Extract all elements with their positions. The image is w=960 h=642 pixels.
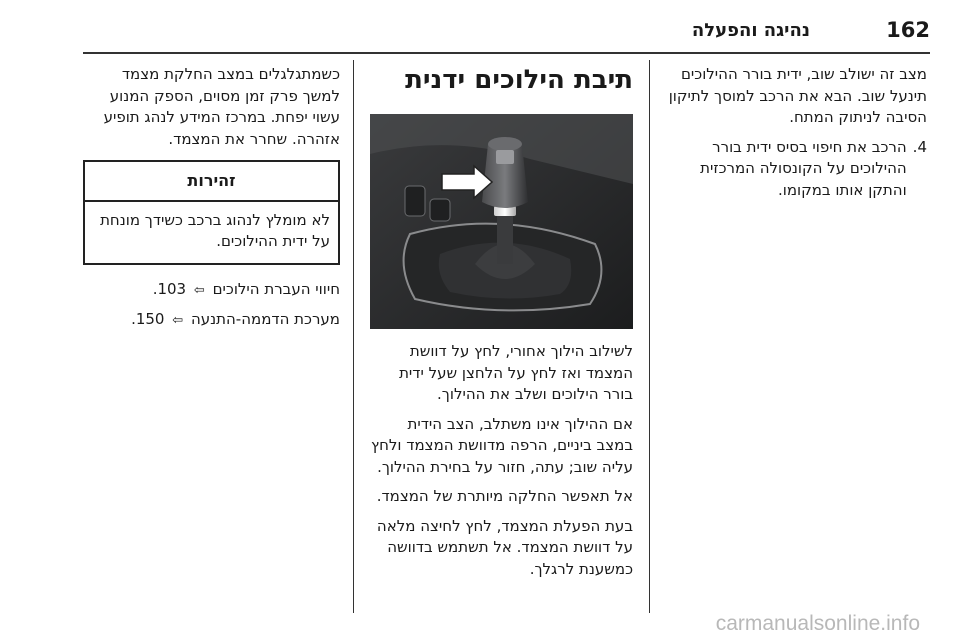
manual-gearbox-title: תיבת הילוכים ידנית [405,65,633,95]
paragraph-neutral: אם ההילוך אינו משתלב, הצב הידית במצב ביניים, הרפה מדוושת המצמד ולחץ עליה שוב; עתה, חזור על בחירת ההילוך. [371,414,633,476]
right-column [657,64,927,201]
step-text: הרכב את חיפוי בסיס ידית בורר ההילוכים על הקונסולה המרכזית והתקן אותו במקומו. [700,137,907,199]
page-number: 162 [886,18,930,42]
watermark: carmanualsonline.info [715,612,920,635]
gear-shifter-photo [370,114,633,329]
left-column [83,64,340,340]
reference-page: 150. [131,310,165,328]
caution-text: לא מומלץ לנהוג ברכב כשידך מונחת על ידית ההילוכים. [100,210,330,250]
right-intro: מצב זה ישולב שוב, ידית בורר ההילוכים תינעל שוב. הבא את הרכב למוסך לתיקון הסיבה לניתוק המתח. [668,65,927,126]
caution-heading: זהירות [85,162,338,202]
section-title: נהיגה והפעלה [691,20,810,41]
page-header [83,18,930,54]
caution-box [83,160,340,265]
step-number: 4. [912,137,927,156]
reference-text: חיווי העברת הילוכים [212,279,340,298]
column-divider [353,60,354,613]
reference-page: 103. [152,279,187,298]
reference-stop-start[interactable] [83,309,340,332]
step-4 [657,137,927,202]
left-intro: כשמתגלגלים במצב החלקת מצמד למשך פרק זמן מסוים, הספק המנוע עשוי יפחת. במרכז המידע לנהג תופיע אזהרה. שחרר את המצמד. [103,65,340,148]
paragraph-clutch-slip: אל תאפשר החלקה מיותרת של המצמד. [376,487,633,505]
page-reference-arrow-icon: ⇦ [172,313,184,328]
page-reference-arrow-icon: ⇦ [193,282,205,298]
paragraph-reverse: לשילוב הילוך אחורי, לחץ על דוושת המצמד ואז לחץ על הלחצן שעל ידית בורר הילוכים ושלב את ההילוך. [399,342,633,403]
gear-shifter-illustration [370,114,633,329]
paragraph-clutch-pedal: בעת הפעלת המצמד, לחץ לחיצה מלאה על דוושת המצמד. אל תשתמש בדוושה כמשענת לרגלך. [376,516,633,578]
middle-column [368,64,633,588]
column-divider [649,60,650,613]
reference-shift-indicator[interactable] [83,279,340,302]
reference-text: מערכת הדממה-התנעה [190,310,340,328]
